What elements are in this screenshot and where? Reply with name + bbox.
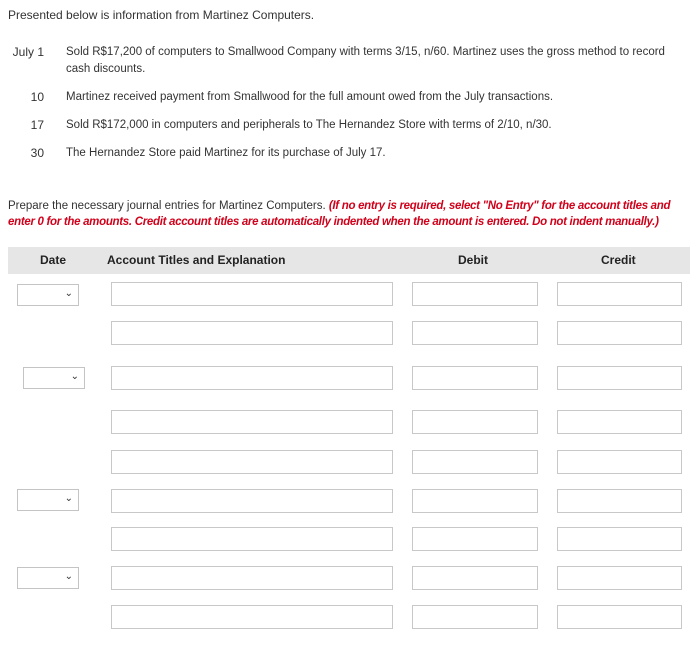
account-title-input[interactable] xyxy=(111,321,393,345)
transaction-description: Sold R$17,200 of computers to Smallwood Company with terms 3/15, n/60. Martinez uses the gross method to record cash discounts. xyxy=(66,46,665,75)
header-date: Date xyxy=(40,253,67,267)
debit-input[interactable] xyxy=(412,489,538,513)
account-title-input[interactable] xyxy=(111,450,393,474)
date-select[interactable] xyxy=(23,367,85,389)
debit-input[interactable] xyxy=(412,366,538,390)
chevron-down-icon: ⌄ xyxy=(64,288,73,299)
debit-input[interactable] xyxy=(412,605,538,629)
account-title-input[interactable] xyxy=(111,410,393,434)
credit-input[interactable] xyxy=(557,527,682,551)
date-select[interactable] xyxy=(17,284,79,306)
credit-input[interactable] xyxy=(557,410,682,434)
account-title-input[interactable] xyxy=(111,366,393,390)
credit-input[interactable] xyxy=(557,566,682,590)
journal-table-header xyxy=(8,247,690,274)
instructions xyxy=(8,198,692,230)
account-title-input[interactable] xyxy=(111,489,393,513)
intro-text: Presented below is information from Martinez Computers. xyxy=(8,8,315,22)
account-title-input[interactable] xyxy=(111,566,393,590)
instructions-main: Prepare the necessary journal entries for Martinez Computers. xyxy=(8,200,329,212)
transaction-date: July 1 xyxy=(12,45,44,59)
debit-input[interactable] xyxy=(412,566,538,590)
instructions-note: (If no entry is required, select "No Entry" for the account titles and enter 0 for the amounts. Credit account titles are automatically indented when the amount is entered. Do not indent manually.) xyxy=(8,200,671,228)
credit-input[interactable] xyxy=(557,489,682,513)
debit-input[interactable] xyxy=(412,321,538,345)
header-account-titles: Account Titles and Explanation xyxy=(107,253,286,267)
credit-input[interactable] xyxy=(557,605,682,629)
account-title-input[interactable] xyxy=(111,282,393,306)
debit-input[interactable] xyxy=(412,410,538,434)
transaction-description: The Hernandez Store paid Martinez for its purchase of July 17. xyxy=(66,147,386,159)
transaction-date: 17 xyxy=(30,118,44,132)
account-title-input[interactable] xyxy=(111,527,393,551)
credit-input[interactable] xyxy=(557,321,682,345)
chevron-down-icon: ⌄ xyxy=(70,371,79,382)
credit-input[interactable] xyxy=(557,366,682,390)
chevron-down-icon: ⌄ xyxy=(64,493,73,504)
transaction-date: 10 xyxy=(30,90,44,104)
date-select[interactable] xyxy=(17,567,79,589)
transaction-description: Sold R$172,000 in computers and peripherals to The Hernandez Store with terms of 2/10, n/30. xyxy=(66,119,552,131)
chevron-down-icon: ⌄ xyxy=(64,571,73,582)
account-title-input[interactable] xyxy=(111,605,393,629)
credit-input[interactable] xyxy=(557,450,682,474)
debit-input[interactable] xyxy=(412,282,538,306)
header-debit: Debit xyxy=(458,253,488,267)
transaction-date: 30 xyxy=(30,146,44,160)
header-credit: Credit xyxy=(601,253,636,267)
date-select[interactable] xyxy=(17,489,79,511)
transaction-description: Martinez received payment from Smallwood for the full amount owed from the July transactions. xyxy=(66,91,554,103)
debit-input[interactable] xyxy=(412,450,538,474)
credit-input[interactable] xyxy=(557,282,682,306)
debit-input[interactable] xyxy=(412,527,538,551)
